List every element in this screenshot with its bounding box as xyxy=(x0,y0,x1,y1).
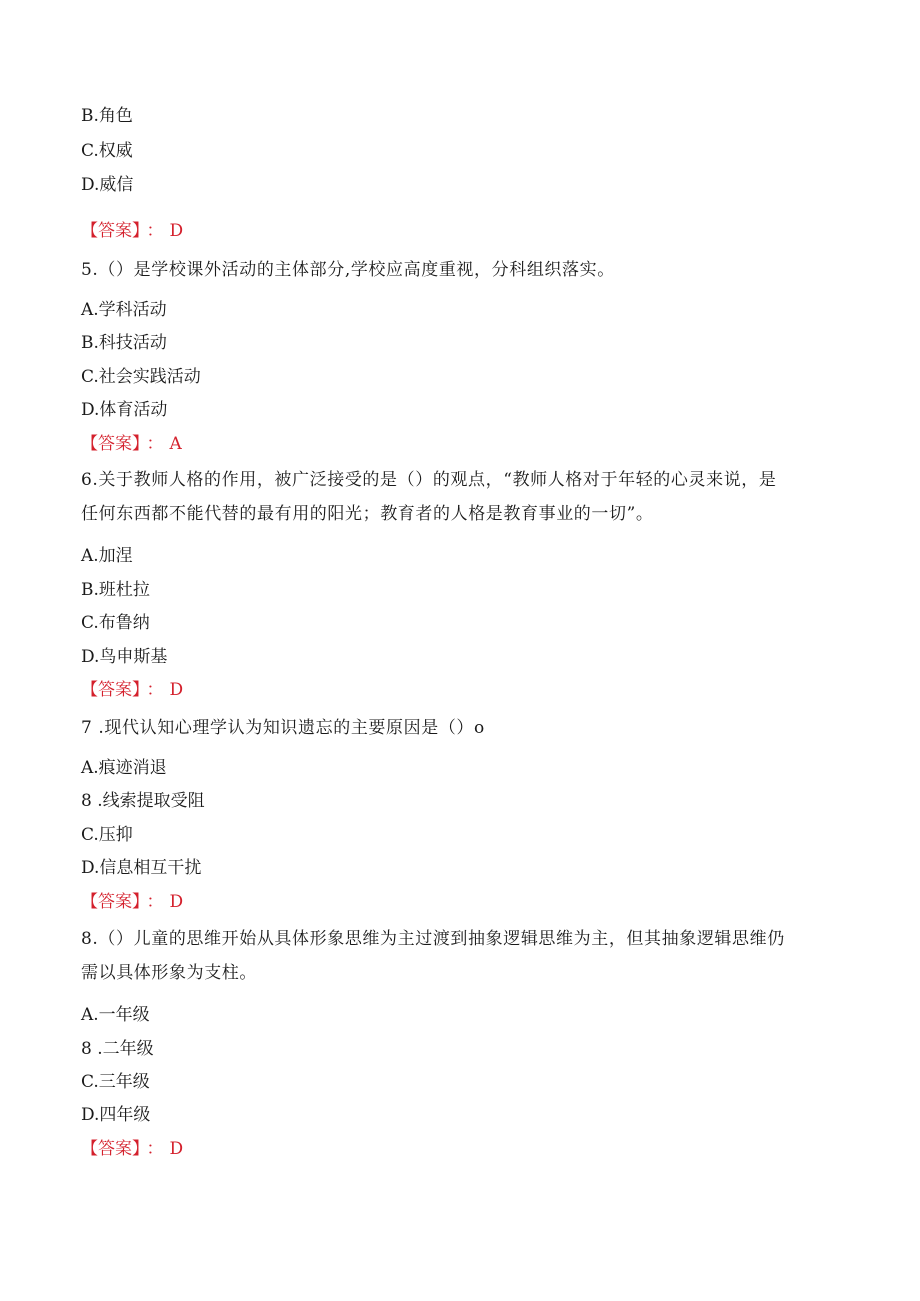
answer-line xyxy=(81,220,183,242)
option-d: D.鸟申斯基 xyxy=(81,647,168,667)
answer-colon: ： xyxy=(146,434,164,454)
option-b: 8 .线索提取受阻 xyxy=(81,791,205,811)
answer-value: D xyxy=(169,892,184,912)
question-stem-line: 7 .现代认知心理学认为知识遗忘的主要原因是（）o xyxy=(81,718,485,738)
answer-label: 【答案】 xyxy=(81,221,141,241)
question-stem xyxy=(81,469,841,525)
answer-value: D xyxy=(169,680,184,700)
answer-colon: ： xyxy=(146,892,164,912)
answer-colon: ： xyxy=(146,680,164,700)
answer-value: D xyxy=(169,1139,184,1159)
answer-colon: ： xyxy=(146,221,164,241)
question-stem-line: 任何东西都不能代替的最有用的阳光；教育者的人格是教育事业的一切”。 xyxy=(81,504,654,524)
answer-line xyxy=(81,1138,183,1160)
question-stem-line: 6.关于教师人格的作用，被广泛接受的是（）的观点，“教师人格对于年轻的心灵来说，是 xyxy=(81,470,777,490)
option-c: C.压抑 xyxy=(81,825,133,845)
option-a: A.一年级 xyxy=(81,1005,150,1025)
option-d: D.四年级 xyxy=(81,1105,151,1125)
answer-line xyxy=(81,891,183,913)
answer-label: 【答案】 xyxy=(81,892,141,912)
answer-value: D xyxy=(169,221,184,241)
option-c: C.社会实践活动 xyxy=(81,367,201,387)
option-a: A.加涅 xyxy=(81,546,133,566)
question-stem-line: 5.（）是学校课外活动的主体部分,学校应高度重视，分科组织落实。 xyxy=(81,260,615,280)
option-d: D.体育活动 xyxy=(81,400,168,420)
option-b: B.科技活动 xyxy=(81,333,167,353)
option-a: A.学科活动 xyxy=(81,300,167,320)
answer-value: A xyxy=(169,434,182,454)
answer-line xyxy=(81,679,183,701)
option-a: A.痕迹消退 xyxy=(81,758,167,778)
answer-label: 【答案】 xyxy=(81,1139,141,1159)
question-stem-line: 需以具体形象为支柱。 xyxy=(81,963,257,983)
option-b: B.角色 xyxy=(81,106,133,126)
option-c: C.三年级 xyxy=(81,1072,150,1092)
question-stem xyxy=(81,259,841,281)
option-c: C.权威 xyxy=(81,141,133,161)
question-stem-line: 8.（）儿童的思维开始从具体形象思维为主过渡到抽象逻辑思维为主，但其抽象逻辑思维仍 xyxy=(81,929,785,949)
answer-label: 【答案】 xyxy=(81,434,141,454)
option-b: B.班杜拉 xyxy=(81,580,150,600)
question-stem xyxy=(81,717,841,739)
option-d: D.信息相互干扰 xyxy=(81,858,202,878)
answer-label: 【答案】 xyxy=(81,680,141,700)
option-d: D.威信 xyxy=(81,175,134,195)
option-b: 8 .二年级 xyxy=(81,1039,154,1059)
option-c: C.布鲁纳 xyxy=(81,613,150,633)
question-stem xyxy=(81,928,841,984)
answer-colon: ： xyxy=(146,1139,164,1159)
answer-line xyxy=(81,433,182,455)
